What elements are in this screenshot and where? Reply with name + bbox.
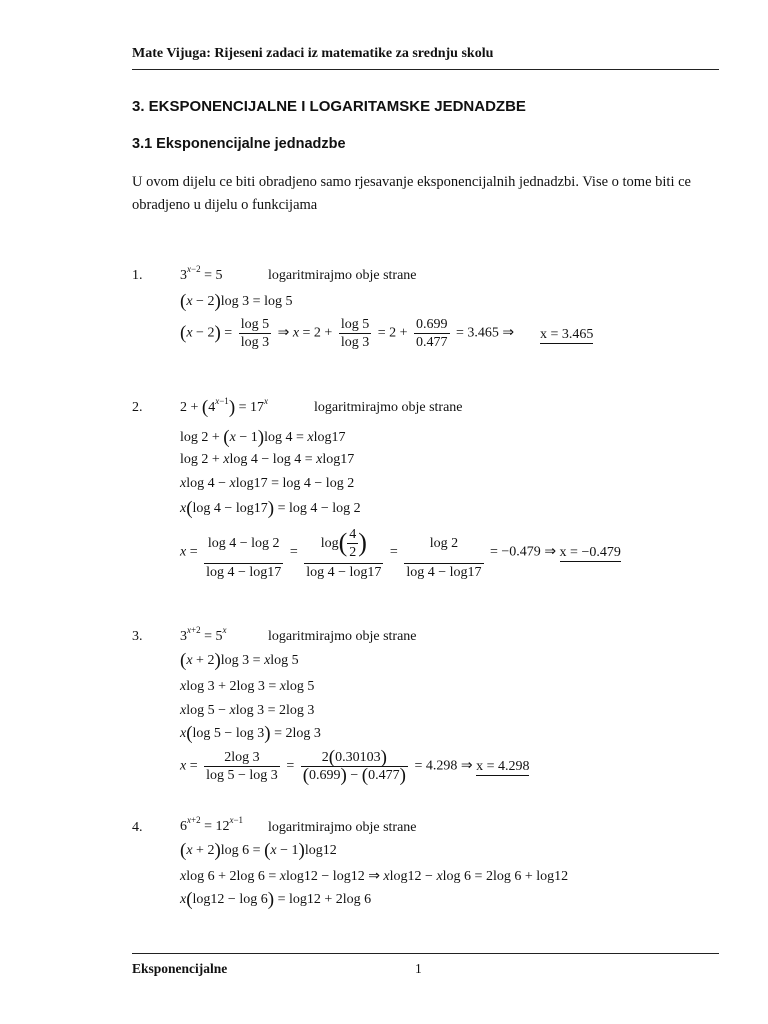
problem-2-step-5: x = $\frac{\log 4 - \log 2}{\log 4 - \log 17}$ = log( $\frac{4}{2}$ ) log 4 − log17 = $\frac{\log 2}{\log 4 - \log 17}$ = −0.479 ⇒ x = −0.479 <box>180 527 621 580</box>
p2-result: −0.479 <box>501 544 541 560</box>
problem-2-step-3: xlog 4 − xlog17 = log 4 − log 2 <box>180 476 355 491</box>
problem-2-step-1: log 2 + (x − 1)log 4 = xlog17 <box>180 427 346 448</box>
problem-3-step-4: x(log 5 − log 3) = 2log 3 <box>180 723 321 744</box>
p1-n1: 0.699 <box>416 317 448 332</box>
footer-section-name: Eksponencijalne <box>132 961 228 976</box>
problem-1-step-1: (x − 2)log 3 = log 5 <box>180 291 293 312</box>
p1-result: 3.465 <box>467 325 499 341</box>
problem-3-step-2: xlog 3 + 2log 3 = xlog 5 <box>180 679 315 694</box>
p1-d1: 0.477 <box>416 335 448 350</box>
footer-rule <box>132 953 719 954</box>
p3-c3: 0.477 <box>368 768 400 783</box>
problem-4-equation: $6^{x+2} = 12^{x-1}$ <box>180 815 244 834</box>
problem-4-step-1: (x + 2)log 6 = (x − 1)log12 <box>180 840 337 861</box>
p3-c2: 0.699 <box>309 768 341 783</box>
problem-2-step-2: log 2 + xlog 4 − log 4 = xlog17 <box>180 452 355 467</box>
problem-4-step-3: x(log12 − log 6) = log12 + 2log 6 <box>180 889 372 910</box>
problem-1-equation: $3^{x-2} = 5$ <box>180 264 223 283</box>
problem-3-step-3: xlog 5 − xlog 3 = 2log 3 <box>180 703 315 718</box>
problem-2-number: 2. <box>132 400 143 415</box>
problem-1-answer <box>540 327 593 343</box>
chapter-title: 3. EKSPONENCIJALNE I LOGARITAMSKE JEDNADZBE <box>132 98 526 115</box>
p2-answer-text: x = −0.479 <box>559 544 621 560</box>
problem-4-number: 4. <box>132 820 143 835</box>
problem-3-equation: $3^{x+2} = 5^x$ <box>180 625 227 644</box>
problem-4-step-2: xlog 6 + 2log 6 = xlog12 − log12 ⇒ xlog12 − xlog 6 = 2log 6 + log12 <box>180 869 569 884</box>
p3-answer-text: x = 4.298 <box>476 758 530 774</box>
p3-result: 4.298 <box>425 758 458 774</box>
problem-1-step-2: (x − 2) = $\frac{\log 5}{\log 3}$ ⇒ x = 2 + $\frac{\log 5}{\log 3}$ = 2 + $\frac{0.699}{0.477}$ = 3.465 ⇒ <box>180 317 515 350</box>
problem-2-equation: $2 + (4^{x-1}) = 17^x$ <box>180 396 269 418</box>
problem-3-step-5: x = $\frac{2\log 3}{\log 5 - \log 3}$ = $\frac{2(0.30103)}{(0.699) - (0.477)}$ = 4.298 ⇒ x = 4.298 <box>180 747 530 786</box>
problem-2-step-4: x(log 4 − log17) = log 4 − log 2 <box>180 498 361 519</box>
problem-1-comment: logaritmirajmo obje strane <box>268 268 417 283</box>
problem-2-comment: logaritmirajmo obje strane <box>314 400 463 415</box>
p1-answer-text: x = 3.465 <box>540 327 594 342</box>
header-rule <box>132 69 719 70</box>
p3-c1: 0.30103 <box>335 750 381 765</box>
section-title: 3.1 Eksponencijalne jednadzbe <box>132 136 346 152</box>
running-header: Mate Vijuga: Rijeseni zadaci iz matematike za srednju skolu <box>132 46 494 61</box>
intro-paragraph: U ovom dijelu ce biti obradjeno samo rjesavanje eksponencijalnih jednadzbi. Vise o tome biti ce obradjeno u dijelu o funkcijama <box>132 174 691 213</box>
problem-3-number: 3. <box>132 629 143 644</box>
problem-3-step-1: (x + 2)log 3 = xlog 5 <box>180 650 299 671</box>
problem-4-comment: logaritmirajmo obje strane <box>268 820 417 835</box>
problem-3-comment: logaritmirajmo obje strane <box>268 629 417 644</box>
footer-page-number: 1 <box>415 961 422 976</box>
problem-1-number: 1. <box>132 268 143 283</box>
